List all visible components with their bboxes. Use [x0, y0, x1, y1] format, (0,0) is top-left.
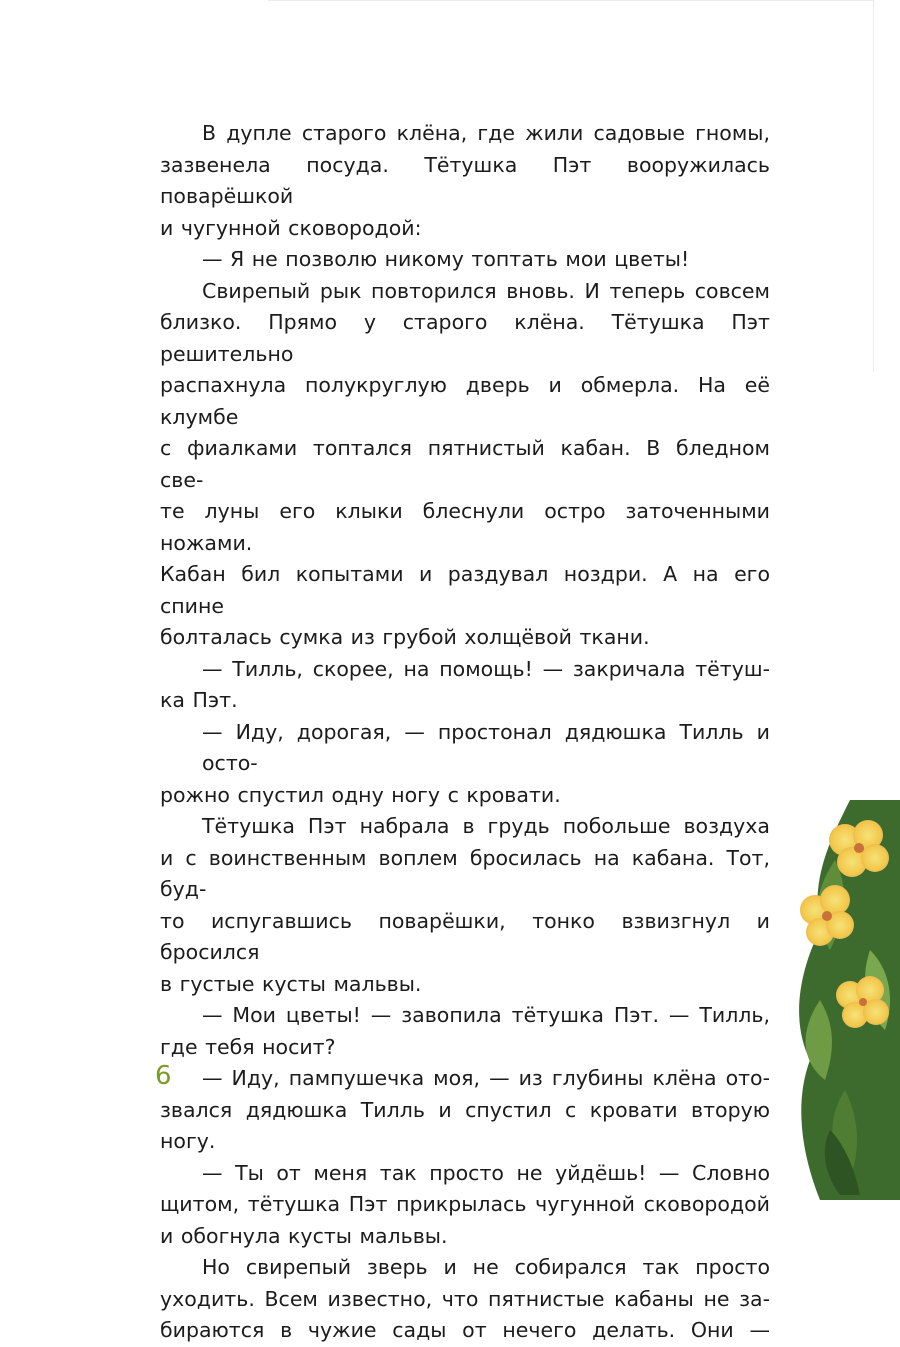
text-line: ка Пэт. [160, 688, 238, 712]
text-line: рожно спустил одну ногу с кровати. [160, 782, 561, 807]
text-line: распахнула полукруглую дверь и обмерла. На её клумбе [160, 373, 770, 429]
text-line: близко. Прямо у старого клёна. Тётушка Пэт решительно [160, 310, 770, 366]
text-line: болталась сумка из грубой холщёвой ткани. [160, 625, 650, 649]
paragraph [160, 1063, 770, 1158]
paragraph [160, 1000, 770, 1063]
text-line: Тётушка Пэт набрала в грудь побольше воздуха [202, 814, 770, 838]
page-number: 6 [155, 1061, 172, 1091]
text-line: те луны его клыки блеснули остро заточенными ножами. [160, 499, 770, 555]
text-line: щитом, тётушка Пэт прикрылась чугунной сковородой [160, 1192, 770, 1216]
paragraph [160, 717, 770, 812]
text-line: — Иду, дорогая, — простонал дядюшка Тилль и осто- [202, 719, 770, 775]
text-line: в густые кусты мальвы. [160, 971, 422, 996]
flower-3 [836, 976, 889, 1028]
paragraph [160, 118, 770, 244]
text-line: В дупле старого клёна, где жили садовые гномы, [202, 121, 770, 145]
paragraph [160, 1158, 770, 1253]
paragraph [160, 654, 770, 717]
text-line: то испугавшись поварёшки, тонко взвизгнул и бросился [160, 908, 770, 964]
paragraph [160, 1252, 770, 1347]
text-line: и обогнула кусты мальвы. [160, 1223, 448, 1248]
story-text [160, 118, 770, 1347]
paragraph [160, 276, 770, 654]
text-line: бираются в чужие сады от нечего делать. Они — [160, 1318, 770, 1342]
text-line: звался дядюшка Тилль и спустил с кровати вторую ногу. [160, 1097, 770, 1153]
flower-2 [800, 885, 854, 946]
text-line: — Ты от меня так просто не уйдёшь! — Словно [202, 1160, 770, 1185]
text-line: с фиалками топтался пятнистый кабан. В бледном све- [160, 436, 770, 492]
text-line: Кабан бил копытами и раздувал ноздри. А на его спине [160, 562, 770, 618]
text-line: и с воинственным воплем бросилась на кабана. Тот, буд- [160, 845, 770, 901]
paragraph [160, 244, 770, 276]
text-line: — Я не позволю никому топтать мои цветы! [202, 247, 690, 271]
text-line: зазвенела посуда. Тётушка Пэт вооружилась поварёшкой [160, 152, 770, 208]
text-line: — Тилль, скорее, на помощь! — закричала тётуш- [202, 656, 770, 681]
paragraph [160, 811, 770, 1000]
flower-illustration [790, 800, 900, 1200]
text-line: уходить. Всем известно, что пятнистые кабаны не за- [160, 1286, 770, 1311]
text-line: где тебя носит? [160, 1034, 336, 1059]
text-line: — Иду, пампушечка моя, — из глубины клёна ото- [202, 1066, 770, 1090]
text-line: Свирепый рык повторился вновь. И теперь совсем [202, 278, 770, 303]
text-line: и чугунной сковородой: [160, 215, 422, 240]
text-line: — Мои цветы! — завопила тётушка Пэт. — Тилль, [202, 1003, 770, 1027]
text-line: Но свирепый зверь и не собирался так просто [202, 1255, 770, 1279]
